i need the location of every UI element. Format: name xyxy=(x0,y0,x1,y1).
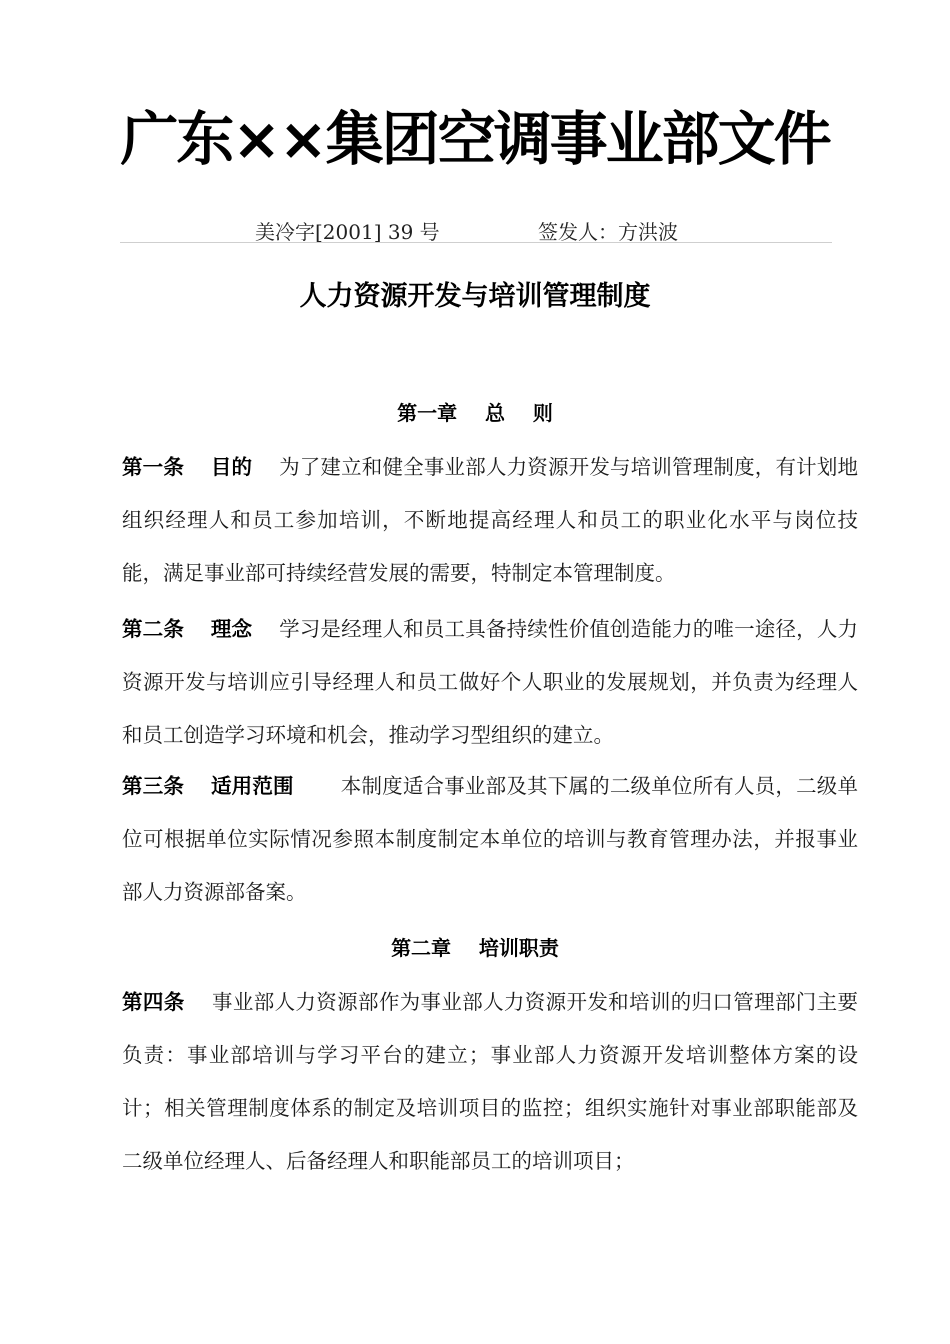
article-paragraph xyxy=(122,760,858,919)
article-number: 第三条 xyxy=(122,774,185,798)
article-paragraph xyxy=(122,441,858,600)
article-heading: 理念 xyxy=(210,617,253,641)
article-number: 第四条 xyxy=(122,990,185,1014)
article-heading: 目的 xyxy=(210,455,253,479)
doc-number: 美冷字[2001] 39 号 xyxy=(255,220,440,244)
document-title: 人力资源开发与培训管理制度 xyxy=(299,281,651,312)
article-heading: 适用范围 xyxy=(210,774,294,798)
article-paragraph xyxy=(122,976,858,1188)
article-text: 本制度适合事业部及其下属的二级单位所有人员，二级单位可根据单位实际情况参照本制度制定本单位的培训与教育管理办法，并报事业部人力资源部备案。 xyxy=(122,774,858,904)
article-number: 第一条 xyxy=(122,455,185,479)
chapter-heading: 第一章 总 则 xyxy=(397,401,553,425)
chapter-heading: 第二章 培训职责 xyxy=(391,936,559,960)
article-text: 为了建立和健全事业部人力资源开发与培训管理制度，有计划地组织经理人和员工参加培训，不断地提高经理人和员工的职业化水平与岗位技能，满足事业部可持续经营发展的需要，特制定本管理制度。 xyxy=(122,455,859,585)
signer: 签发人：方洪波 xyxy=(538,220,678,244)
article-number: 第二条 xyxy=(122,617,185,641)
article-paragraph xyxy=(122,603,858,762)
doc-meta-line xyxy=(120,216,832,243)
org-header-title: 广东××集团空调事业部文件 xyxy=(120,105,830,173)
article-text: 学习是经理人和员工具备持续性价值创造能力的唯一途径，人力资源开发与培训应引导经理人和员工做好个人职业的发展规划，并负责为经理人和员工创造学习环境和机会，推动学习型组织的建立。 xyxy=(122,617,859,747)
article-text: 事业部人力资源部作为事业部人力资源开发和培训的归口管理部门主要负责：事业部培训与学习平台的建立；事业部人力资源开发培训整体方案的设计；相关管理制度体系的制定及培训项目的监控；组织实施针对事业部职能部及二级单位经理人、后备经理人和职能部员工的培训项目； xyxy=(122,990,859,1173)
